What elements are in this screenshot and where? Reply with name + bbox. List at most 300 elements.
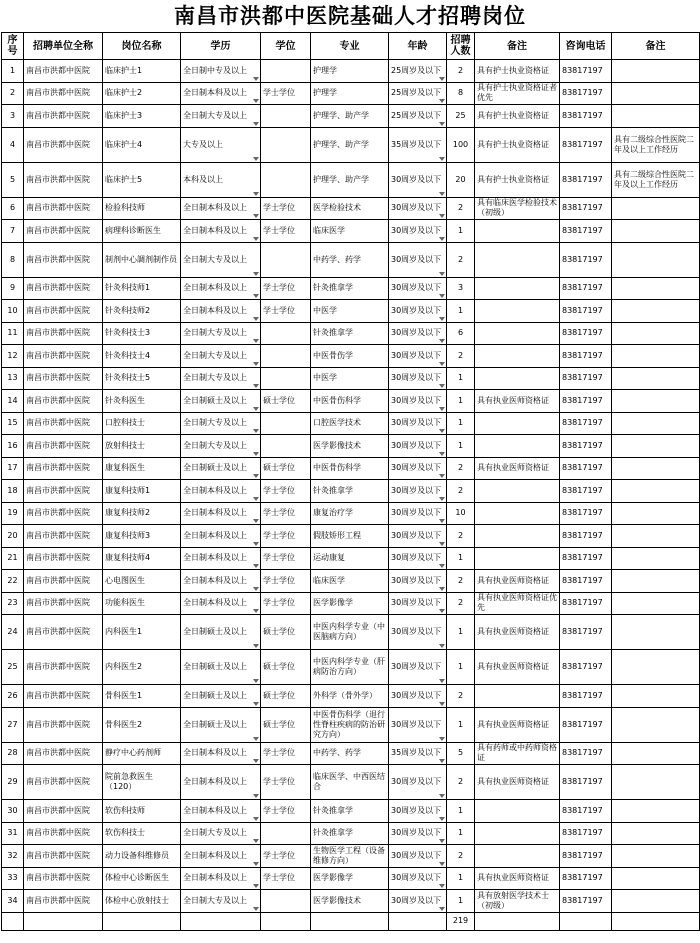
cell-degree: 硕士学位	[261, 707, 311, 742]
cell-num: 2	[447, 845, 475, 868]
cell-edu: 全日制大专及以上	[181, 367, 261, 390]
cell-age: 30周岁及以下	[389, 615, 447, 650]
cell-phone: 83817197	[560, 412, 612, 435]
cell-age: 30周岁及以下	[389, 822, 447, 845]
cell-edu: 全日制中专及以上	[181, 60, 261, 83]
cell-degree: 学士学位	[261, 197, 311, 220]
cell-major: 护理学	[311, 82, 389, 105]
cell-unit: 南昌市洪都中医院	[24, 867, 103, 890]
table-row	[2, 277, 700, 300]
cell-age: 35周岁及以下	[389, 742, 447, 765]
cell-unit: 南昌市洪都中医院	[24, 592, 103, 615]
cell-unit: 南昌市洪都中医院	[24, 300, 103, 323]
cell-unit: 南昌市洪都中医院	[24, 345, 103, 368]
cell-phone: 83817197	[560, 480, 612, 503]
cell-age: 30周岁及以下	[389, 592, 447, 615]
cell-note2	[612, 277, 700, 300]
cell-phone: 83817197	[560, 197, 612, 220]
cell-unit: 南昌市洪都中医院	[24, 277, 103, 300]
cell-no: 31	[2, 822, 24, 845]
cell-degree	[261, 105, 311, 128]
cell-num: 100	[447, 127, 475, 162]
cell-num: 2	[447, 242, 475, 277]
cell-post: 动力设备科维修员	[103, 845, 181, 868]
header-row	[2, 33, 700, 60]
cell-unit: 南昌市洪都中医院	[24, 650, 103, 685]
table-row	[2, 435, 700, 458]
cell-edu: 全日制大专及以上	[181, 105, 261, 128]
cell-num: 8	[447, 82, 475, 105]
cell-no: 25	[2, 650, 24, 685]
table-row	[2, 242, 700, 277]
cell-post: 静疗中心药剂师	[103, 742, 181, 765]
cell-num: 2	[447, 60, 475, 83]
cell-edu: 全日制大专及以上	[181, 412, 261, 435]
cell-no: 12	[2, 345, 24, 368]
cell-phone: 83817197	[560, 890, 612, 913]
cell-no: 28	[2, 742, 24, 765]
cell-phone: 83817197	[560, 765, 612, 800]
cell-phone: 83817197	[560, 367, 612, 390]
cell-phone: 83817197	[560, 127, 612, 162]
cell-edu: 全日制大专及以上	[181, 890, 261, 913]
cell-note	[475, 822, 560, 845]
cell-degree: 学士学位	[261, 547, 311, 570]
total-count: 219	[447, 912, 475, 930]
cell-edu: 全日制本科及以上	[181, 592, 261, 615]
cell-edu: 全日制本科及以上	[181, 547, 261, 570]
cell-unit: 南昌市洪都中医院	[24, 322, 103, 345]
cell-post: 康复科技师2	[103, 502, 181, 525]
cell-post: 临床护士2	[103, 82, 181, 105]
cell-major: 护理学	[311, 60, 389, 83]
cell-major: 中医内科学专业（肝病防治方向）	[311, 650, 389, 685]
cell-note2	[612, 765, 700, 800]
cell-num: 5	[447, 742, 475, 765]
cell-note: 具有护士执业资格证	[475, 127, 560, 162]
total-empty	[560, 912, 612, 930]
cell-phone: 83817197	[560, 60, 612, 83]
cell-age: 30周岁及以下	[389, 412, 447, 435]
cell-age: 30周岁及以下	[389, 390, 447, 413]
cell-num: 2	[447, 592, 475, 615]
table-row	[2, 300, 700, 323]
cell-unit: 南昌市洪都中医院	[24, 822, 103, 845]
cell-phone: 83817197	[560, 277, 612, 300]
recruitment-table	[1, 32, 700, 931]
cell-major: 中医骨伤学	[311, 345, 389, 368]
header-post: 岗位名称	[103, 33, 181, 60]
cell-edu: 全日制本科及以上	[181, 845, 261, 868]
cell-no: 4	[2, 127, 24, 162]
cell-num: 3	[447, 277, 475, 300]
cell-num: 1	[447, 547, 475, 570]
table-row	[2, 742, 700, 765]
cell-unit: 南昌市洪都中医院	[24, 890, 103, 913]
cell-note	[475, 242, 560, 277]
table-row	[2, 547, 700, 570]
cell-degree	[261, 242, 311, 277]
cell-major: 中医学	[311, 300, 389, 323]
cell-post: 康复科技师4	[103, 547, 181, 570]
cell-post: 针灸科医生	[103, 390, 181, 413]
cell-post: 临床护士4	[103, 127, 181, 162]
cell-no: 1	[2, 60, 24, 83]
cell-age: 30周岁及以下	[389, 845, 447, 868]
cell-note	[475, 502, 560, 525]
cell-unit: 南昌市洪都中医院	[24, 127, 103, 162]
cell-age: 30周岁及以下	[389, 197, 447, 220]
header-num: 招聘人数	[447, 33, 475, 60]
cell-note	[475, 412, 560, 435]
cell-degree	[261, 890, 311, 913]
cell-phone: 83817197	[560, 845, 612, 868]
cell-age: 35周岁及以下	[389, 127, 447, 162]
cell-degree: 学士学位	[261, 277, 311, 300]
cell-unit: 南昌市洪都中医院	[24, 412, 103, 435]
cell-phone: 83817197	[560, 822, 612, 845]
cell-phone: 83817197	[560, 220, 612, 243]
cell-post: 放射科技士	[103, 435, 181, 458]
cell-degree: 硕士学位	[261, 685, 311, 708]
cell-note2	[612, 480, 700, 503]
cell-num: 25	[447, 105, 475, 128]
cell-post: 针灸科技士3	[103, 322, 181, 345]
cell-num: 1	[447, 412, 475, 435]
page-title: 南昌市洪都中医院基础人才招聘岗位	[174, 4, 526, 28]
cell-edu: 全日制本科及以上	[181, 277, 261, 300]
cell-unit: 南昌市洪都中医院	[24, 800, 103, 823]
header-no: 序号	[2, 33, 24, 60]
cell-unit: 南昌市洪都中医院	[24, 435, 103, 458]
cell-no: 29	[2, 765, 24, 800]
cell-no: 27	[2, 707, 24, 742]
cell-degree	[261, 162, 311, 197]
cell-note2	[612, 742, 700, 765]
cell-num: 2	[447, 570, 475, 593]
table-row	[2, 457, 700, 480]
cell-edu: 全日制本科及以上	[181, 220, 261, 243]
cell-unit: 南昌市洪都中医院	[24, 457, 103, 480]
cell-num: 2	[447, 480, 475, 503]
cell-edu: 全日制本科及以上	[181, 502, 261, 525]
cell-edu: 全日制硕士及以上	[181, 707, 261, 742]
cell-note: 具有执业医师资格证	[475, 867, 560, 890]
cell-no: 24	[2, 615, 24, 650]
cell-no: 19	[2, 502, 24, 525]
cell-phone: 83817197	[560, 570, 612, 593]
cell-edu: 全日制本科及以上	[181, 525, 261, 548]
cell-num: 10	[447, 502, 475, 525]
cell-note2	[612, 435, 700, 458]
cell-note2	[612, 412, 700, 435]
cell-note: 具有放射医学技术士（初级）	[475, 890, 560, 913]
cell-post: 针灸科技士5	[103, 367, 181, 390]
cell-age: 30周岁及以下	[389, 300, 447, 323]
cell-major: 医学影像学	[311, 592, 389, 615]
cell-age: 30周岁及以下	[389, 650, 447, 685]
cell-age: 30周岁及以下	[389, 277, 447, 300]
cell-major: 中医学	[311, 367, 389, 390]
cell-note: 具有临床医学检验技术（初级）	[475, 197, 560, 220]
cell-unit: 南昌市洪都中医院	[24, 615, 103, 650]
total-empty	[475, 912, 560, 930]
cell-note	[475, 220, 560, 243]
cell-unit: 南昌市洪都中医院	[24, 82, 103, 105]
cell-no: 3	[2, 105, 24, 128]
cell-post: 体检中心诊断医生	[103, 867, 181, 890]
cell-edu: 全日制本科及以上	[181, 570, 261, 593]
cell-no: 2	[2, 82, 24, 105]
cell-degree	[261, 345, 311, 368]
cell-phone: 83817197	[560, 345, 612, 368]
cell-unit: 南昌市洪都中医院	[24, 220, 103, 243]
cell-no: 11	[2, 322, 24, 345]
cell-no: 26	[2, 685, 24, 708]
cell-unit: 南昌市洪都中医院	[24, 570, 103, 593]
cell-unit: 南昌市洪都中医院	[24, 367, 103, 390]
cell-num: 2	[447, 457, 475, 480]
cell-num: 1	[447, 707, 475, 742]
cell-unit: 南昌市洪都中医院	[24, 197, 103, 220]
cell-no: 17	[2, 457, 24, 480]
cell-num: 1	[447, 890, 475, 913]
cell-major: 护理学、助产学	[311, 105, 389, 128]
cell-edu: 全日制硕士及以上	[181, 390, 261, 413]
total-empty	[103, 912, 181, 930]
cell-note: 具有执业医师资格证	[475, 765, 560, 800]
cell-edu: 全日制硕士及以上	[181, 650, 261, 685]
cell-edu: 全日制大专及以上	[181, 242, 261, 277]
cell-post: 康复科技师1	[103, 480, 181, 503]
cell-degree: 学士学位	[261, 845, 311, 868]
cell-unit: 南昌市洪都中医院	[24, 525, 103, 548]
cell-degree: 学士学位	[261, 742, 311, 765]
cell-degree: 学士学位	[261, 800, 311, 823]
cell-post: 内科医生1	[103, 615, 181, 650]
cell-no: 10	[2, 300, 24, 323]
cell-post: 骨科医生2	[103, 707, 181, 742]
cell-note2	[612, 197, 700, 220]
cell-note2	[612, 300, 700, 323]
header-unit: 招聘单位全称	[24, 33, 103, 60]
table-row	[2, 480, 700, 503]
cell-note2	[612, 82, 700, 105]
cell-unit: 南昌市洪都中医院	[24, 685, 103, 708]
cell-edu: 全日制本科及以上	[181, 742, 261, 765]
cell-note2	[612, 570, 700, 593]
table-row	[2, 685, 700, 708]
cell-major: 针灸推拿学	[311, 322, 389, 345]
total-empty	[311, 912, 389, 930]
cell-no: 8	[2, 242, 24, 277]
cell-note2: 具有二级综合性医院二年及以上工作经历	[612, 162, 700, 197]
cell-edu: 全日制硕士及以上	[181, 615, 261, 650]
cell-no: 34	[2, 890, 24, 913]
cell-note	[475, 367, 560, 390]
cell-num: 1	[447, 650, 475, 685]
cell-degree: 硕士学位	[261, 615, 311, 650]
cell-edu: 全日制本科及以上	[181, 82, 261, 105]
cell-post: 心电图医生	[103, 570, 181, 593]
table-row	[2, 322, 700, 345]
table-row	[2, 707, 700, 742]
cell-no: 18	[2, 480, 24, 503]
cell-no: 33	[2, 867, 24, 890]
cell-unit: 南昌市洪都中医院	[24, 502, 103, 525]
cell-major: 针灸推拿学	[311, 822, 389, 845]
cell-major: 护理学、助产学	[311, 127, 389, 162]
cell-note2	[612, 890, 700, 913]
cell-edu: 全日制硕士及以上	[181, 685, 261, 708]
cell-major: 临床医学	[311, 220, 389, 243]
cell-phone: 83817197	[560, 322, 612, 345]
cell-note: 具有护士执业资格证	[475, 60, 560, 83]
header-note2: 备注	[612, 33, 700, 60]
header-phone: 咨询电话	[560, 33, 612, 60]
cell-major: 康复治疗学	[311, 502, 389, 525]
cell-phone: 83817197	[560, 435, 612, 458]
cell-major: 医学检验技术	[311, 197, 389, 220]
cell-age: 25周岁及以下	[389, 60, 447, 83]
cell-major: 针灸推拿学	[311, 277, 389, 300]
cell-age: 25周岁及以下	[389, 105, 447, 128]
cell-num: 2	[447, 525, 475, 548]
cell-age: 30周岁及以下	[389, 707, 447, 742]
total-empty	[2, 912, 24, 930]
cell-phone: 83817197	[560, 525, 612, 548]
cell-age: 25周岁及以下	[389, 82, 447, 105]
cell-note	[475, 547, 560, 570]
cell-no: 22	[2, 570, 24, 593]
cell-degree: 学士学位	[261, 82, 311, 105]
cell-phone: 83817197	[560, 615, 612, 650]
cell-post: 软伤科技士	[103, 822, 181, 845]
table-row	[2, 615, 700, 650]
table-row	[2, 765, 700, 800]
cell-note2	[612, 867, 700, 890]
cell-unit: 南昌市洪都中医院	[24, 707, 103, 742]
cell-no: 5	[2, 162, 24, 197]
cell-phone: 83817197	[560, 685, 612, 708]
cell-major: 医学影像技术	[311, 890, 389, 913]
cell-note: 具有执业医师资格证	[475, 707, 560, 742]
table-row	[2, 650, 700, 685]
cell-num: 1	[447, 390, 475, 413]
cell-phone: 83817197	[560, 867, 612, 890]
cell-major: 护理学、助产学	[311, 162, 389, 197]
table-row	[2, 525, 700, 548]
cell-edu: 本科及以上	[181, 162, 261, 197]
cell-unit: 南昌市洪都中医院	[24, 547, 103, 570]
total-empty	[612, 912, 700, 930]
cell-note: 具有执业医师资格证	[475, 615, 560, 650]
cell-degree	[261, 435, 311, 458]
cell-num: 1	[447, 300, 475, 323]
cell-age: 30周岁及以下	[389, 685, 447, 708]
cell-age: 30周岁及以下	[389, 457, 447, 480]
cell-note2	[612, 322, 700, 345]
cell-note2: 具有二级综合性医院二年及以上工作经历	[612, 127, 700, 162]
cell-num: 1	[447, 367, 475, 390]
cell-phone: 83817197	[560, 82, 612, 105]
total-empty	[24, 912, 103, 930]
cell-note2	[612, 685, 700, 708]
cell-major: 中医骨伤科学	[311, 457, 389, 480]
table-row	[2, 220, 700, 243]
cell-num: 1	[447, 615, 475, 650]
cell-phone: 83817197	[560, 457, 612, 480]
cell-note2	[612, 390, 700, 413]
cell-major: 中药学、药学	[311, 242, 389, 277]
table-row	[2, 82, 700, 105]
cell-degree: 学士学位	[261, 480, 311, 503]
cell-degree: 硕士学位	[261, 650, 311, 685]
cell-num: 20	[447, 162, 475, 197]
cell-unit: 南昌市洪都中医院	[24, 105, 103, 128]
cell-note: 具有护士执业资格证	[475, 162, 560, 197]
cell-major: 中医骨伤科学（退行性脊柱疾病的防治研究方向）	[311, 707, 389, 742]
table-row	[2, 800, 700, 823]
cell-edu: 全日制本科及以上	[181, 800, 261, 823]
cell-num: 2	[447, 197, 475, 220]
table-row	[2, 367, 700, 390]
cell-degree: 学士学位	[261, 765, 311, 800]
cell-post: 临床护士5	[103, 162, 181, 197]
cell-phone: 83817197	[560, 592, 612, 615]
cell-unit: 南昌市洪都中医院	[24, 162, 103, 197]
cell-num: 1	[447, 220, 475, 243]
cell-note	[475, 685, 560, 708]
cell-num: 1	[447, 822, 475, 845]
cell-post: 检验科技师	[103, 197, 181, 220]
cell-age: 30周岁及以下	[389, 502, 447, 525]
cell-note	[475, 800, 560, 823]
cell-note2	[612, 650, 700, 685]
cell-num: 2	[447, 685, 475, 708]
table-row	[2, 845, 700, 868]
cell-note2	[612, 502, 700, 525]
cell-age: 30周岁及以下	[389, 480, 447, 503]
cell-phone: 83817197	[560, 390, 612, 413]
cell-age: 30周岁及以下	[389, 367, 447, 390]
cell-phone: 83817197	[560, 162, 612, 197]
cell-major: 医学影像学	[311, 867, 389, 890]
table-row	[2, 822, 700, 845]
cell-post: 内科医生2	[103, 650, 181, 685]
cell-age: 30周岁及以下	[389, 322, 447, 345]
cell-post: 临床护士3	[103, 105, 181, 128]
table-row	[2, 127, 700, 162]
table-body	[2, 60, 700, 913]
cell-age: 30周岁及以下	[389, 800, 447, 823]
cell-unit: 南昌市洪都中医院	[24, 390, 103, 413]
cell-post: 针灸科技师2	[103, 300, 181, 323]
cell-phone: 83817197	[560, 300, 612, 323]
cell-degree	[261, 322, 311, 345]
cell-post: 院前急救医生（120）	[103, 765, 181, 800]
cell-note: 具有执业医师资格证	[475, 390, 560, 413]
cell-no: 14	[2, 390, 24, 413]
cell-edu: 全日制本科及以上	[181, 300, 261, 323]
cell-age: 30周岁及以下	[389, 890, 447, 913]
cell-num: 2	[447, 345, 475, 368]
cell-note	[475, 277, 560, 300]
cell-note	[475, 322, 560, 345]
cell-note	[475, 435, 560, 458]
cell-no: 32	[2, 845, 24, 868]
cell-major: 中医骨伤科学	[311, 390, 389, 413]
